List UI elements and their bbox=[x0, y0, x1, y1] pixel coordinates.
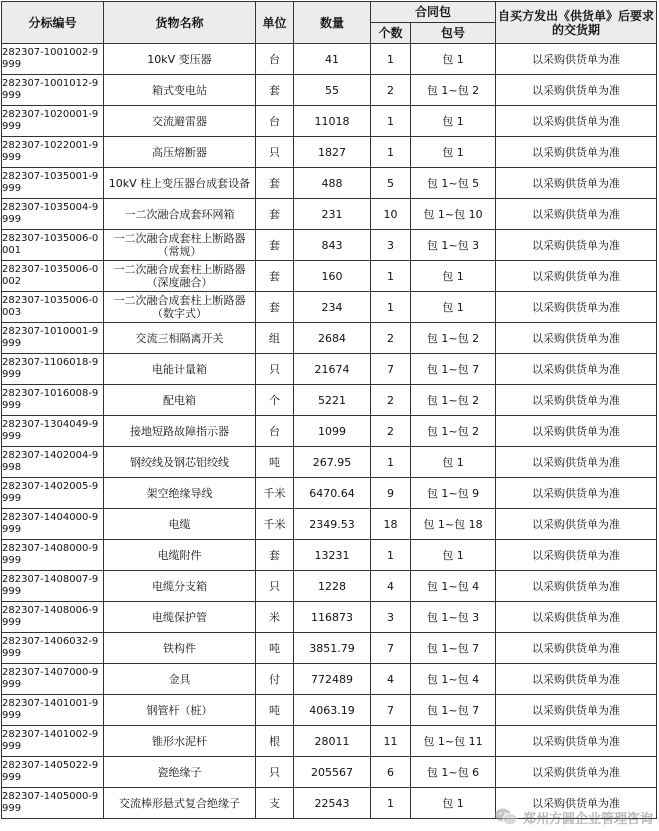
cell-name: 电缆分支箱 bbox=[104, 571, 256, 602]
cell-delivery: 以采购供货单为准 bbox=[496, 695, 657, 726]
cell-name: 高压熔断器 bbox=[104, 137, 256, 168]
header-row bbox=[2, 2, 657, 23]
cell-unit: 套 bbox=[256, 168, 294, 199]
cell-name: 钢绞线及钢芯铝绞线 bbox=[104, 447, 256, 478]
cell-name: 电能计量箱 bbox=[104, 354, 256, 385]
cell-name: 钢管杆（桩） bbox=[104, 695, 256, 726]
cell-qty: 21674 bbox=[294, 354, 371, 385]
cell-unit: 套 bbox=[256, 230, 294, 261]
cell-code: 282307-1035006-0001 bbox=[2, 230, 104, 261]
cell-pkg: 包 1~包 9 bbox=[411, 478, 496, 509]
table-row bbox=[2, 726, 657, 757]
cell-pkg: 包 1 bbox=[411, 540, 496, 571]
header-name: 货物名称 bbox=[104, 2, 256, 44]
cell-name: 10kV 柱上变压器台成套设备 bbox=[104, 168, 256, 199]
cell-unit: 套 bbox=[256, 261, 294, 292]
cell-qty: 2349.53 bbox=[294, 509, 371, 540]
cell-unit: 米 bbox=[256, 602, 294, 633]
wechat-icon bbox=[494, 807, 518, 827]
cell-count: 3 bbox=[371, 230, 411, 261]
cell-code: 282307-1405000-9999 bbox=[2, 788, 104, 819]
cell-pkg: 包 1~包 10 bbox=[411, 199, 496, 230]
cell-count: 1 bbox=[371, 137, 411, 168]
cell-unit: 组 bbox=[256, 323, 294, 354]
cell-qty: 116873 bbox=[294, 602, 371, 633]
table-row bbox=[2, 447, 657, 478]
cell-qty: 234 bbox=[294, 292, 371, 323]
cell-code: 282307-1001012-9999 bbox=[2, 75, 104, 106]
cell-name: 电缆 bbox=[104, 509, 256, 540]
cell-code: 282307-1405022-9999 bbox=[2, 757, 104, 788]
cell-count: 4 bbox=[371, 571, 411, 602]
cell-delivery: 以采购供货单为准 bbox=[496, 354, 657, 385]
cell-qty: 160 bbox=[294, 261, 371, 292]
cell-delivery: 以采购供货单为准 bbox=[496, 664, 657, 695]
cell-unit: 只 bbox=[256, 571, 294, 602]
table-row bbox=[2, 757, 657, 788]
cell-pkg: 包 1~包 6 bbox=[411, 757, 496, 788]
cell-unit: 只 bbox=[256, 137, 294, 168]
cell-pkg: 包 1~包 2 bbox=[411, 75, 496, 106]
cell-pkg: 包 1~包 2 bbox=[411, 416, 496, 447]
cell-name: 金具 bbox=[104, 664, 256, 695]
cell-count: 2 bbox=[371, 416, 411, 447]
cell-count: 7 bbox=[371, 354, 411, 385]
cell-qty: 267.95 bbox=[294, 447, 371, 478]
cell-name: 电缆保护管 bbox=[104, 602, 256, 633]
cell-delivery: 以采购供货单为准 bbox=[496, 788, 657, 819]
cell-unit: 吨 bbox=[256, 695, 294, 726]
cell-unit: 吨 bbox=[256, 447, 294, 478]
cell-name: 交流三相隔离开关 bbox=[104, 323, 256, 354]
cell-code: 282307-1035006-0003 bbox=[2, 292, 104, 323]
table-row bbox=[2, 44, 657, 75]
table-row bbox=[2, 230, 657, 261]
cell-code: 282307-1001002-9999 bbox=[2, 44, 104, 75]
cell-delivery: 以采购供货单为准 bbox=[496, 509, 657, 540]
cell-unit: 套 bbox=[256, 75, 294, 106]
table-row bbox=[2, 292, 657, 323]
cell-code: 282307-1022001-9999 bbox=[2, 137, 104, 168]
table-row bbox=[2, 106, 657, 137]
cell-pkg: 包 1~包 7 bbox=[411, 695, 496, 726]
cell-count: 2 bbox=[371, 385, 411, 416]
cell-count: 9 bbox=[371, 478, 411, 509]
table-row bbox=[2, 695, 657, 726]
cell-qty: 3851.79 bbox=[294, 633, 371, 664]
cell-unit: 千米 bbox=[256, 478, 294, 509]
cell-count: 1 bbox=[371, 292, 411, 323]
cell-count: 10 bbox=[371, 199, 411, 230]
cell-code: 282307-1402004-9998 bbox=[2, 447, 104, 478]
cell-pkg: 包 1~包 18 bbox=[411, 509, 496, 540]
header-delivery: 自买方发出《供货单》后要求的交货期 bbox=[496, 2, 657, 44]
cell-delivery: 以采购供货单为准 bbox=[496, 633, 657, 664]
cell-pkg: 包 1 bbox=[411, 137, 496, 168]
header-contract: 合同包 bbox=[371, 2, 496, 23]
cell-name: 一二次融合成套柱上断路器（常规） bbox=[104, 230, 256, 261]
cell-qty: 205567 bbox=[294, 757, 371, 788]
cell-qty: 28011 bbox=[294, 726, 371, 757]
cell-delivery: 以采购供货单为准 bbox=[496, 571, 657, 602]
cell-pkg: 包 1 bbox=[411, 261, 496, 292]
table-row bbox=[2, 664, 657, 695]
cell-count: 1 bbox=[371, 106, 411, 137]
cell-name: 瓷绝缘子 bbox=[104, 757, 256, 788]
cell-count: 6 bbox=[371, 757, 411, 788]
cell-count: 18 bbox=[371, 509, 411, 540]
cell-unit: 只 bbox=[256, 757, 294, 788]
table-row bbox=[2, 385, 657, 416]
cell-pkg: 包 1 bbox=[411, 106, 496, 137]
header-count: 个数 bbox=[371, 23, 411, 44]
table-row bbox=[2, 478, 657, 509]
cell-delivery: 以采购供货单为准 bbox=[496, 757, 657, 788]
cell-unit: 套 bbox=[256, 292, 294, 323]
cell-delivery: 以采购供货单为准 bbox=[496, 44, 657, 75]
cell-qty: 1228 bbox=[294, 571, 371, 602]
cell-pkg: 包 1 bbox=[411, 788, 496, 819]
cell-name: 交流棒形悬式复合绝缘子 bbox=[104, 788, 256, 819]
cell-delivery: 以采购供货单为准 bbox=[496, 385, 657, 416]
table-row bbox=[2, 137, 657, 168]
cell-count: 7 bbox=[371, 695, 411, 726]
cell-delivery: 以采购供货单为准 bbox=[496, 168, 657, 199]
cell-code: 282307-1016008-9999 bbox=[2, 385, 104, 416]
header-qty: 数量 bbox=[294, 2, 371, 44]
cell-pkg: 包 1~包 7 bbox=[411, 354, 496, 385]
table-row bbox=[2, 261, 657, 292]
header-pkg: 包号 bbox=[411, 23, 496, 44]
cell-qty: 13231 bbox=[294, 540, 371, 571]
cell-qty: 4063.19 bbox=[294, 695, 371, 726]
header-code: 分标编号 bbox=[2, 2, 104, 44]
cell-count: 3 bbox=[371, 602, 411, 633]
cell-unit: 千米 bbox=[256, 509, 294, 540]
table-row bbox=[2, 168, 657, 199]
cell-code: 282307-1035006-0002 bbox=[2, 261, 104, 292]
cell-name: 一二次融合成套环网箱 bbox=[104, 199, 256, 230]
cell-count: 1 bbox=[371, 261, 411, 292]
cell-code: 282307-1407000-9999 bbox=[2, 664, 104, 695]
cell-delivery: 以采购供货单为准 bbox=[496, 199, 657, 230]
cell-pkg: 包 1~包 2 bbox=[411, 323, 496, 354]
cell-unit: 付 bbox=[256, 664, 294, 695]
cell-count: 11 bbox=[371, 726, 411, 757]
table-row bbox=[2, 416, 657, 447]
cell-delivery: 以采购供货单为准 bbox=[496, 106, 657, 137]
cell-pkg: 包 1~包 4 bbox=[411, 571, 496, 602]
table-row bbox=[2, 509, 657, 540]
cell-qty: 41 bbox=[294, 44, 371, 75]
cell-code: 282307-1408006-9999 bbox=[2, 602, 104, 633]
watermark bbox=[494, 807, 653, 827]
cell-count: 1 bbox=[371, 44, 411, 75]
cell-pkg: 包 1~包 11 bbox=[411, 726, 496, 757]
cell-code: 282307-1010001-9999 bbox=[2, 323, 104, 354]
cell-qty: 11018 bbox=[294, 106, 371, 137]
cell-unit: 台 bbox=[256, 44, 294, 75]
cell-count: 2 bbox=[371, 323, 411, 354]
cell-delivery: 以采购供货单为准 bbox=[496, 447, 657, 478]
cell-name: 接地短路故障指示器 bbox=[104, 416, 256, 447]
cell-name: 一二次融合成套柱上断路器（数字式） bbox=[104, 292, 256, 323]
cell-delivery: 以采购供货单为准 bbox=[496, 323, 657, 354]
cell-code: 282307-1402005-9999 bbox=[2, 478, 104, 509]
cell-code: 282307-1404000-9999 bbox=[2, 509, 104, 540]
cell-count: 7 bbox=[371, 633, 411, 664]
cell-delivery: 以采购供货单为准 bbox=[496, 416, 657, 447]
cell-delivery: 以采购供货单为准 bbox=[496, 478, 657, 509]
cell-pkg: 包 1~包 3 bbox=[411, 230, 496, 261]
cell-qty: 2684 bbox=[294, 323, 371, 354]
cell-code: 282307-1401002-9999 bbox=[2, 726, 104, 757]
table-row bbox=[2, 199, 657, 230]
cell-count: 5 bbox=[371, 168, 411, 199]
table-row bbox=[2, 75, 657, 106]
cell-delivery: 以采购供货单为准 bbox=[496, 602, 657, 633]
cell-name: 电缆附件 bbox=[104, 540, 256, 571]
cell-delivery: 以采购供货单为准 bbox=[496, 137, 657, 168]
cell-unit: 台 bbox=[256, 106, 294, 137]
cell-delivery: 以采购供货单为准 bbox=[496, 261, 657, 292]
cell-code: 282307-1020001-9999 bbox=[2, 106, 104, 137]
cell-name: 一二次融合成套柱上断路器（深度融合） bbox=[104, 261, 256, 292]
cell-pkg: 包 1 bbox=[411, 44, 496, 75]
cell-unit: 套 bbox=[256, 540, 294, 571]
cell-qty: 772489 bbox=[294, 664, 371, 695]
table-row bbox=[2, 354, 657, 385]
cell-code: 282307-1401001-9999 bbox=[2, 695, 104, 726]
cell-code: 282307-1408000-9999 bbox=[2, 540, 104, 571]
cell-name: 架空绝缘导线 bbox=[104, 478, 256, 509]
cell-qty: 231 bbox=[294, 199, 371, 230]
table-row bbox=[2, 633, 657, 664]
cell-unit: 支 bbox=[256, 788, 294, 819]
table-row bbox=[2, 323, 657, 354]
cell-qty: 22543 bbox=[294, 788, 371, 819]
cell-count: 1 bbox=[371, 540, 411, 571]
cell-unit: 吨 bbox=[256, 633, 294, 664]
cell-pkg: 包 1 bbox=[411, 292, 496, 323]
cell-pkg: 包 1~包 7 bbox=[411, 633, 496, 664]
cell-unit: 个 bbox=[256, 385, 294, 416]
cell-unit: 套 bbox=[256, 199, 294, 230]
cell-delivery: 以采购供货单为准 bbox=[496, 726, 657, 757]
cell-delivery: 以采购供货单为准 bbox=[496, 292, 657, 323]
cell-name: 配电箱 bbox=[104, 385, 256, 416]
cell-name: 锥形水泥杆 bbox=[104, 726, 256, 757]
cell-qty: 1827 bbox=[294, 137, 371, 168]
cell-code: 282307-1406032-9999 bbox=[2, 633, 104, 664]
cell-unit: 台 bbox=[256, 416, 294, 447]
cell-name: 10kV 变压器 bbox=[104, 44, 256, 75]
cell-code: 282307-1035001-9999 bbox=[2, 168, 104, 199]
cell-delivery: 以采购供货单为准 bbox=[496, 75, 657, 106]
cell-unit: 只 bbox=[256, 354, 294, 385]
cell-qty: 1099 bbox=[294, 416, 371, 447]
cell-pkg: 包 1~包 2 bbox=[411, 385, 496, 416]
cell-qty: 843 bbox=[294, 230, 371, 261]
procurement-table bbox=[1, 1, 657, 819]
cell-count: 1 bbox=[371, 788, 411, 819]
cell-code: 282307-1035004-9999 bbox=[2, 199, 104, 230]
cell-qty: 488 bbox=[294, 168, 371, 199]
watermark-text: 郑州方圆企业管理咨询 bbox=[522, 811, 653, 827]
table-row bbox=[2, 540, 657, 571]
cell-delivery: 以采购供货单为准 bbox=[496, 540, 657, 571]
table-row bbox=[2, 571, 657, 602]
cell-count: 4 bbox=[371, 664, 411, 695]
cell-unit: 根 bbox=[256, 726, 294, 757]
cell-qty: 5221 bbox=[294, 385, 371, 416]
cell-code: 282307-1408007-9999 bbox=[2, 571, 104, 602]
table-row bbox=[2, 602, 657, 633]
header-unit: 单位 bbox=[256, 2, 294, 44]
cell-qty: 55 bbox=[294, 75, 371, 106]
cell-code: 282307-1106018-9999 bbox=[2, 354, 104, 385]
cell-pkg: 包 1~包 3 bbox=[411, 602, 496, 633]
cell-name: 铁构件 bbox=[104, 633, 256, 664]
cell-code: 282307-1304049-9999 bbox=[2, 416, 104, 447]
cell-count: 2 bbox=[371, 75, 411, 106]
cell-qty: 6470.64 bbox=[294, 478, 371, 509]
cell-delivery: 以采购供货单为准 bbox=[496, 230, 657, 261]
cell-name: 箱式变电站 bbox=[104, 75, 256, 106]
cell-name: 交流避雷器 bbox=[104, 106, 256, 137]
cell-pkg: 包 1~包 5 bbox=[411, 168, 496, 199]
cell-count: 1 bbox=[371, 447, 411, 478]
cell-pkg: 包 1 bbox=[411, 447, 496, 478]
cell-pkg: 包 1~包 4 bbox=[411, 664, 496, 695]
